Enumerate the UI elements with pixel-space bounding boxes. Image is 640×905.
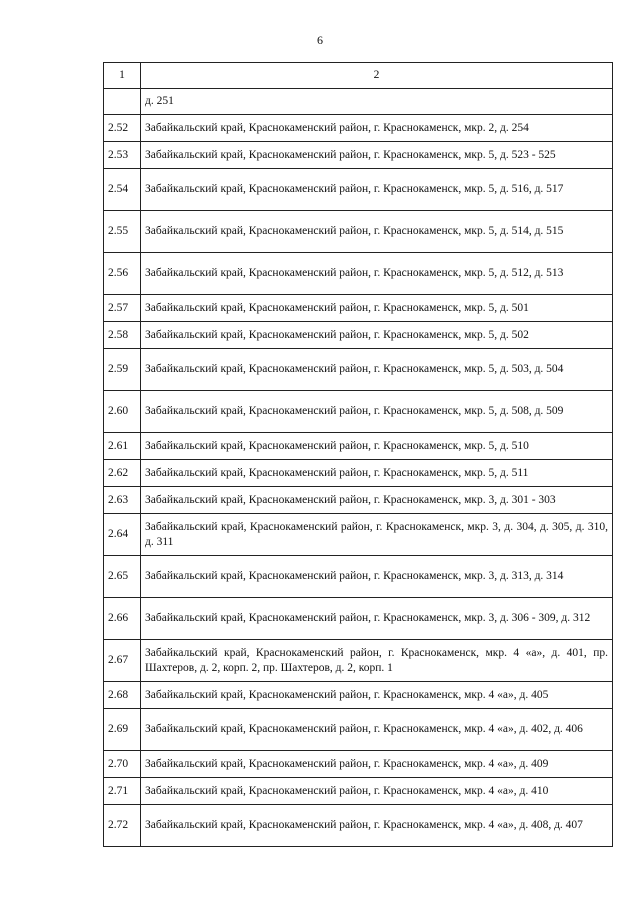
table-row [104,115,613,142]
table-row [104,487,613,514]
row-address: Забайкальский край, Краснокаменский район, г. Краснокаменск, мкр. 4 «а», д. 410 [141,778,613,805]
row-number: 2.58 [104,322,141,349]
row-address: Забайкальский край, Краснокаменский район, г. Краснокаменск, мкр. 5, д. 502 [141,322,613,349]
address-table [103,62,613,847]
row-address: Забайкальский край, Краснокаменский район, г. Краснокаменск, мкр. 4 «а», д. 401, пр. Шахтеров, д. 2, корп. 2, пр. Шахтеров, д. 2, корп. 1 [141,640,613,682]
row-address: Забайкальский край, Краснокаменский район, г. Краснокаменск, мкр. 4 «а», д. 402, д. 406 [141,709,613,751]
table-row [104,433,613,460]
row-address: Забайкальский край, Краснокаменский район, г. Краснокаменск, мкр. 3, д. 313, д. 314 [141,556,613,598]
row-number: 2.66 [104,598,141,640]
continuation-num-cell [104,89,141,115]
row-address: Забайкальский край, Краснокаменский район, г. Краснокаменск, мкр. 4 «а», д. 409 [141,751,613,778]
row-address: Забайкальский край, Краснокаменский район, г. Краснокаменск, мкр. 5, д. 510 [141,433,613,460]
row-address: Забайкальский край, Краснокаменский район, г. Краснокаменск, мкр. 5, д. 512, д. 513 [141,253,613,295]
table-row [104,211,613,253]
row-address: Забайкальский край, Краснокаменский район, г. Краснокаменск, мкр. 4 «а», д. 408, д. 407 [141,805,613,847]
table-row [104,709,613,751]
table-row [104,751,613,778]
table-row [104,391,613,433]
continuation-text: д. 251 [141,89,613,115]
row-number: 2.59 [104,349,141,391]
header-col-1: 1 [104,63,141,89]
row-number: 2.60 [104,391,141,433]
table-row [104,295,613,322]
row-number: 2.63 [104,487,141,514]
row-number: 2.57 [104,295,141,322]
row-number: 2.53 [104,142,141,169]
row-address: Забайкальский край, Краснокаменский район, г. Краснокаменск, мкр. 5, д. 516, д. 517 [141,169,613,211]
row-number: 2.56 [104,253,141,295]
table-row [104,322,613,349]
table-header-row [104,63,613,89]
row-address: Забайкальский край, Краснокаменский район, г. Краснокаменск, мкр. 3, д. 301 - 303 [141,487,613,514]
row-number: 2.61 [104,433,141,460]
row-number: 2.70 [104,751,141,778]
row-address: Забайкальский край, Краснокаменский район, г. Краснокаменск, мкр. 5, д. 501 [141,295,613,322]
table-row [104,142,613,169]
row-number: 2.67 [104,640,141,682]
row-address: Забайкальский край, Краснокаменский район, г. Краснокаменск, мкр. 5, д. 511 [141,460,613,487]
row-number: 2.72 [104,805,141,847]
row-address: Забайкальский край, Краснокаменский район, г. Краснокаменск, мкр. 5, д. 523 - 525 [141,142,613,169]
row-number: 2.62 [104,460,141,487]
continuation-row [104,89,613,115]
row-address: Забайкальский край, Краснокаменский район, г. Краснокаменск, мкр. 4 «а», д. 405 [141,682,613,709]
row-number: 2.65 [104,556,141,598]
row-number: 2.68 [104,682,141,709]
table-row [104,598,613,640]
table-row [104,460,613,487]
row-address: Забайкальский край, Краснокаменский район, г. Краснокаменск, мкр. 3, д. 306 - 309, д. 312 [141,598,613,640]
row-address: Забайкальский край, Краснокаменский район, г. Краснокаменск, мкр. 2, д. 254 [141,115,613,142]
row-number: 2.52 [104,115,141,142]
table-row [104,682,613,709]
table-row [104,253,613,295]
row-address: Забайкальский край, Краснокаменский район, г. Краснокаменск, мкр. 5, д. 503, д. 504 [141,349,613,391]
table-row [104,805,613,847]
row-number: 2.54 [104,169,141,211]
row-address: Забайкальский край, Краснокаменский район, г. Краснокаменск, мкр. 3, д. 304, д. 305, д. 310, д. 311 [141,514,613,556]
table-row [104,640,613,682]
row-number: 2.69 [104,709,141,751]
row-address: Забайкальский край, Краснокаменский район, г. Краснокаменск, мкр. 5, д. 508, д. 509 [141,391,613,433]
table-row [104,349,613,391]
row-number: 2.71 [104,778,141,805]
page-number: 6 [317,33,323,47]
row-number: 2.55 [104,211,141,253]
table-row [104,169,613,211]
table-row [104,514,613,556]
header-col-2: 2 [141,63,613,89]
row-address: Забайкальский край, Краснокаменский район, г. Краснокаменск, мкр. 5, д. 514, д. 515 [141,211,613,253]
table-row [104,556,613,598]
table-row [104,778,613,805]
row-number: 2.64 [104,514,141,556]
